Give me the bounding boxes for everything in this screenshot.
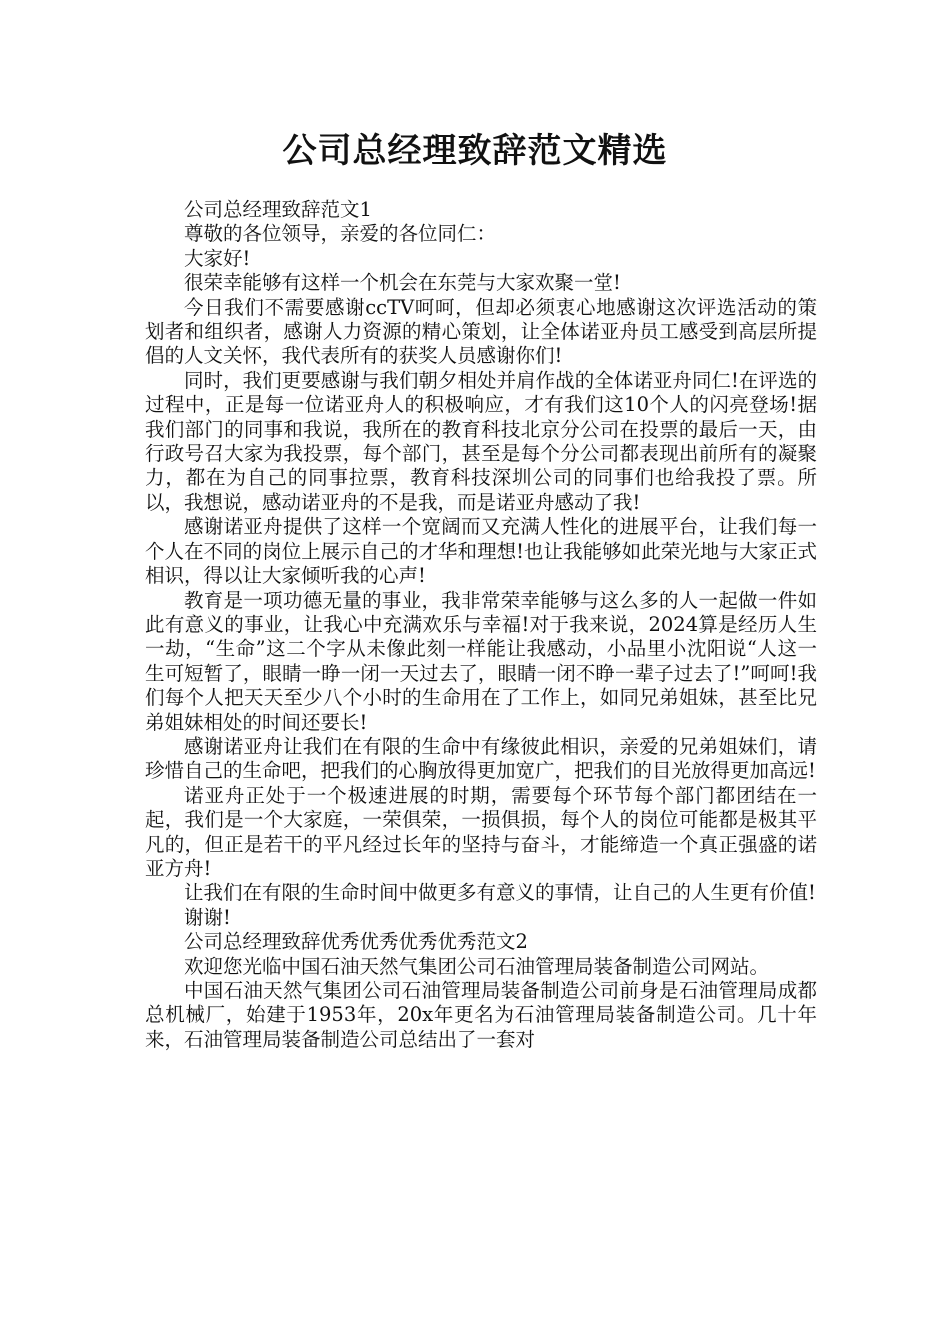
document-title: 公司总经理致辞范文精选 [282, 131, 668, 171]
paragraph: 今日我们不需要感谢ccTV呵呵，但却必须衷心地感谢这次评选活动的策划者和组织者，感谢人力资源的精心策划，让全体诺亚舟员工感受到高层所提倡的人文关怀，我代表所有的获奖人员感谢你们! [145, 295, 817, 368]
paragraph: 尊敬的各位领导，亲爱的各位同仁： [184, 222, 497, 246]
paragraph: 感谢诺亚舟让我们在有限的生命中有缘彼此相识，亲爱的兄弟姐妹们，请珍惜自己的生命吧，把我们的心胸放得更加宽广，把我们的目光放得更加高远! [145, 734, 817, 783]
paragraph: 公司总经理致辞范文1 [184, 198, 372, 221]
paragraph: 感谢诺亚舟提供了这样一个宽阔而又充满人性化的进展平台，让我们每一个人在不同的岗位上展示自己的才华和理想!也让我能够如此荣光地与大家正式相识，得以让大家倾听我的心声! [145, 515, 817, 588]
paragraph: 公司总经理致辞优秀优秀优秀优秀范文2 [184, 930, 528, 954]
paragraph: 让我们在有限的生命时间中做更多有意义的事情，让自己的人生更有价值! [184, 881, 816, 905]
paragraph: 谢谢! [184, 905, 231, 929]
paragraph: 中国石油天然气集团公司石油管理局装备制造公司前身是石油管理局成都总机械厂，始建于1953年，20x年更名为石油管理局装备制造公司。几十年来，石油管理局装备制造公司总结出了一套对 [145, 979, 817, 1051]
paragraph: 同时，我们更要感谢与我们朝夕相处并肩作战的全体诺亚舟同仁!在评选的过程中，正是每一位诺亚舟人的积极响应，才有我们这10个人的闪亮登场!据我们部门的同事和我说，我所在的教育科技北京分公司在投票的最后一天，由行政号召大家为我投票，每个部门，甚至是每个分公司都表现出前所有的凝聚力，都在为自己的同事拉票，教育科技深圳公司的同事们也给我投了票。所以，我想说，感动诺亚舟的不是我，而是诺亚舟感动了我! [145, 368, 817, 514]
paragraph: 大家好! [184, 246, 251, 270]
paragraph: 欢迎您光临中国石油天然气集团公司石油管理局装备制造公司网站。 [184, 954, 770, 978]
paragraph: 很荣幸能够有这样一个机会在东莞与大家欢聚一堂! [184, 271, 621, 295]
paragraph: 教育是一项功德无量的事业，我非常荣幸能够与这么多的人一起做一件如此有意义的事业，让我心中充满欢乐与幸福!对于我来说，2024算是经历人生一劫，“生命”这二个字从未像此刻一样能让我感动，小品里小沈阳说“人这一生可短暂了，眼睛一睁一闭一天过去了，眼睛一闭不睁一辈子过去了!”呵呵!我们每个人把天天至少八个小时的生命用在了工作上，如同兄弟姐妹，甚至比兄弟姐妹相处的时间还要长! [145, 588, 817, 734]
document-body [145, 198, 817, 1052]
paragraph: 诺亚舟正处于一个极速进展的时期，需要每个环节每个部门都团结在一起，我们是一个大家庭，一荣俱荣，一损俱损，每个人的岗位可能都是极其平凡的，但正是若干的平凡经过长年的坚持与奋斗，才能缔造一个真正强盛的诺亚方舟! [145, 783, 817, 880]
